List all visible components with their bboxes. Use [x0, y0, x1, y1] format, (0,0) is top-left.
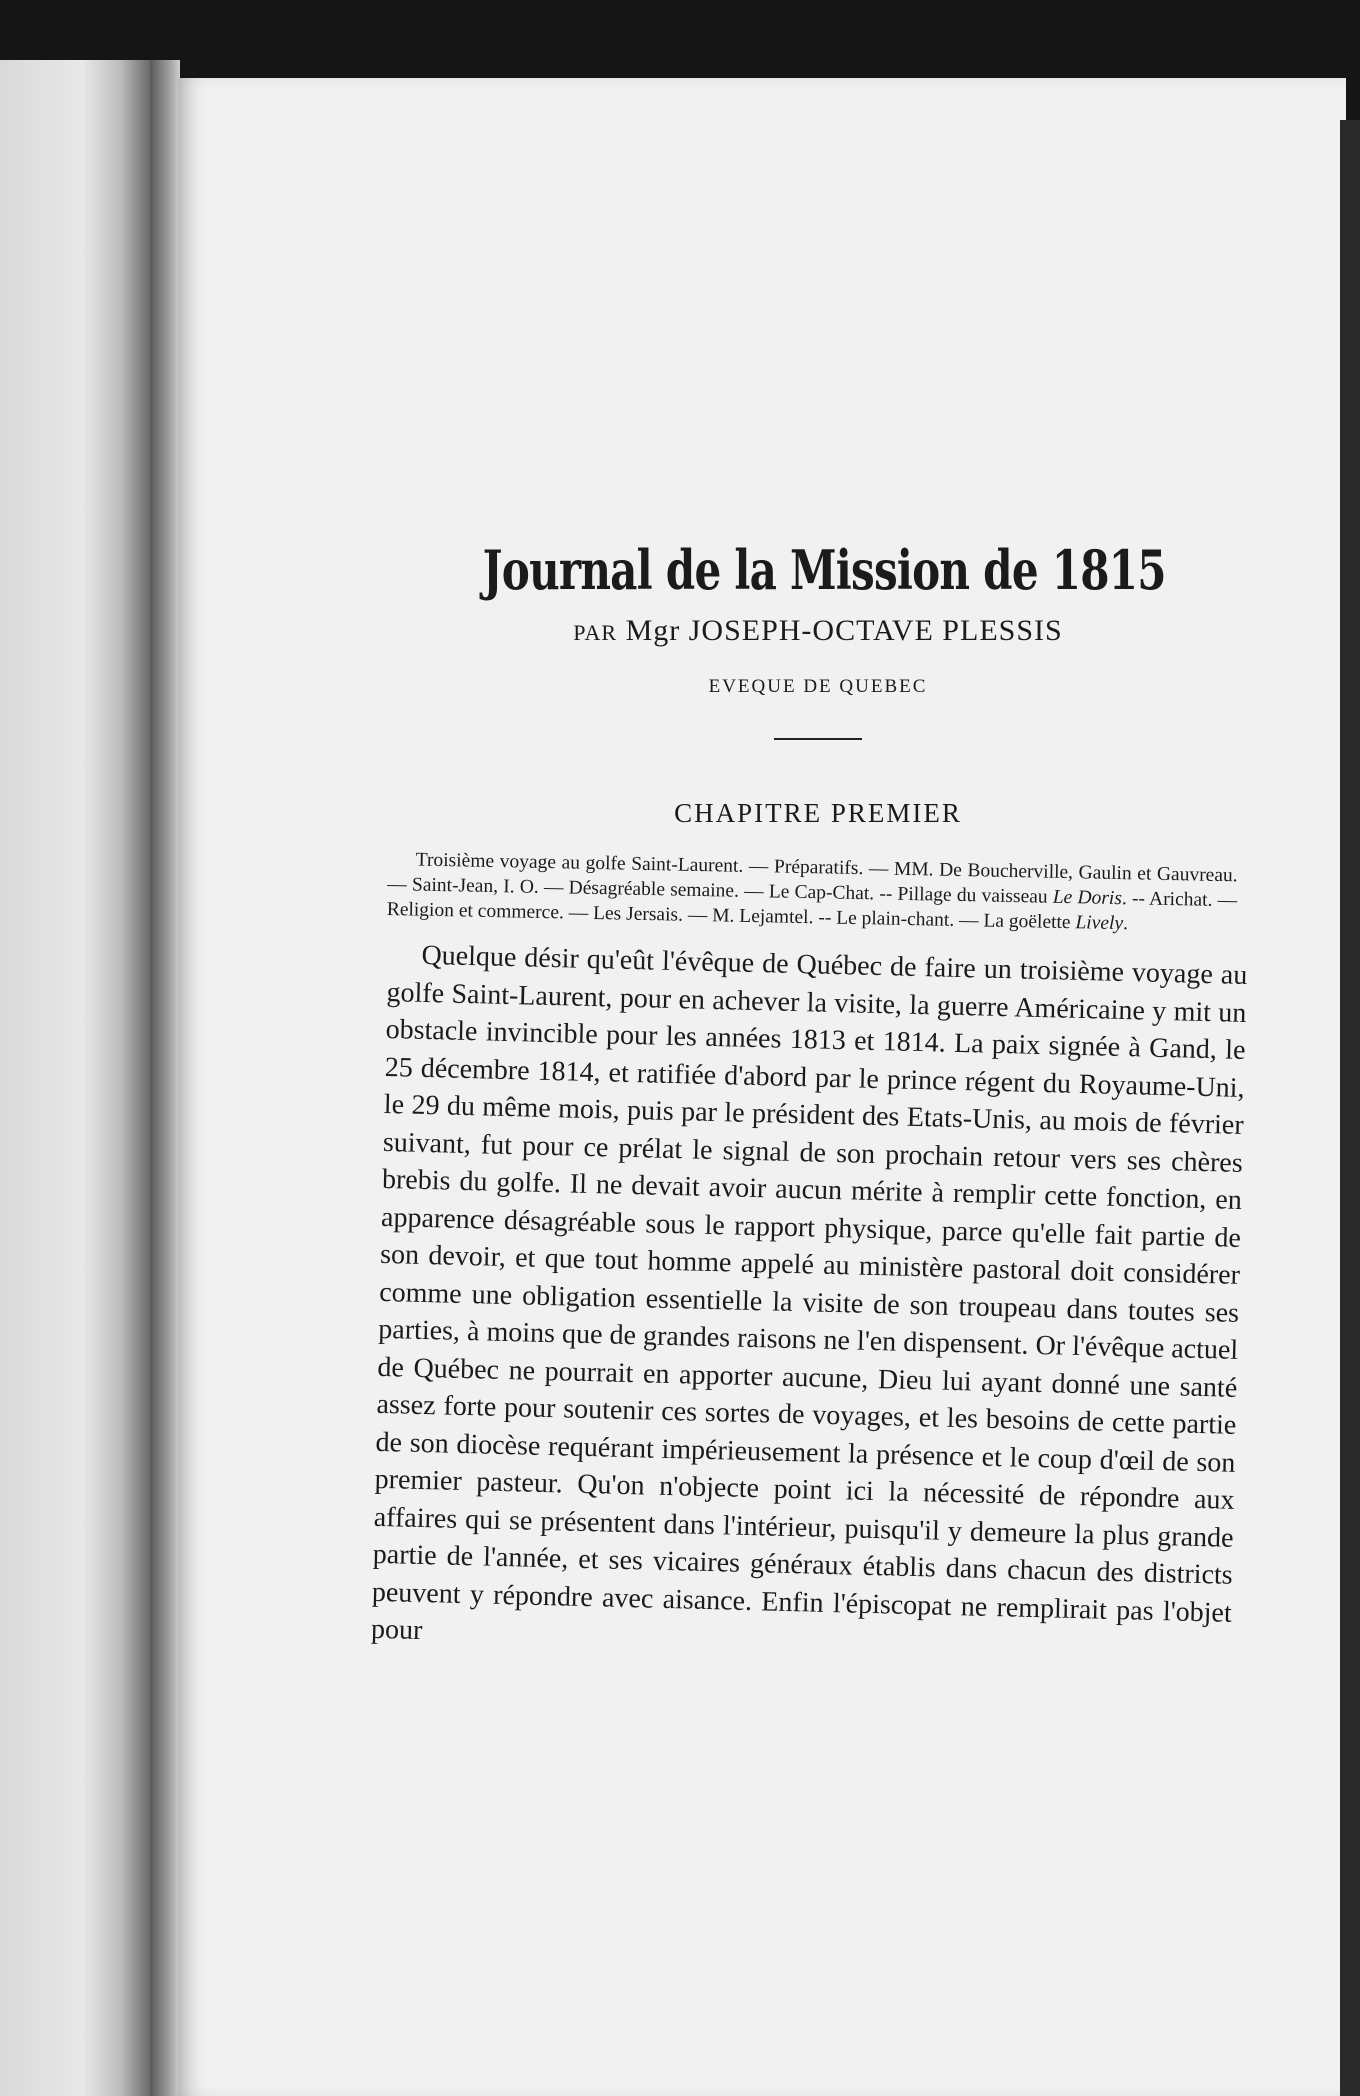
- page-title: Journal de la Mission de 1815: [482, 538, 1166, 602]
- left-page-edge: [0, 60, 150, 2096]
- byline-author: JOSEPH-OCTAVE PLESSIS: [688, 614, 1063, 647]
- byline-mgr: Mgr: [625, 614, 681, 647]
- page-content: [370, 538, 1248, 1649]
- right-dark-edge: [1340, 120, 1360, 2096]
- author-byline: [388, 614, 1248, 648]
- summary-ship-lively: Lively: [1075, 912, 1124, 935]
- author-title: EVEQUE DE QUEBEC: [708, 676, 928, 697]
- book-page: [178, 78, 1346, 2096]
- body-paragraph: Quelque désir qu'eût l'évêque de Québec de faire un troisième voyage au golfe Saint-Laurent, pour en achever la visite, la guerre Américaine y mit un obstacle invincible pour les années 1813 et 1814. La paix signée à Gand, le 25 décembre 1814, et ratifiée d'abord par le prince régent du Royaume-Uni, le 29 du même mois, puis par le président des Etats-Unis, au mois de février suivant, fut pour ce prélat le signal de son prochain retour vers ses chères brebis du golfe. Il ne devait avoir aucun mérite à remplir cette fonction, en apparence désagréable sous le rapport physique, parce qu'elle fait partie de son devoir, et que tout homme appelé au ministère pastoral doit considérer comme une obligation essentielle la visite de son troupeau dans toutes ses parties, à moins que de grandes raisons ne l'en dispensent. Or l'évêque actuel de Québec ne pourrait en apporter aucune, Dieu lui ayant donné une santé assez forte pour soutenir ces sortes de voyages, et les besoins de cette partie de son diocèse requérant impérieusement la présence et le coup d'œil de son premier pasteur. Qu'on n'objecte point ici la nécessité de répondre aux affaires qui se présentent dans l'intérieur, puisqu'il y demeure la plus grande partie de l'année, et ses vicaires généraux établis dans chacun des districts peuvent y répondre avec aisance. Enfin l'épiscopat ne remplirait pas l'objet pour: [370, 939, 1248, 1647]
- divider-rule: [774, 738, 862, 740]
- byline-par: PAR: [573, 620, 618, 645]
- summary-part-3: .: [1122, 913, 1129, 935]
- summary-ship-doris: Le Doris: [1052, 886, 1123, 910]
- summary-part-1: Troisième voyage au golfe Saint-Laurent. — Préparatifs. — MM. De Boucherville, Gaulin et Gauvreau. — Saint-Jean, I. O. — Désagréable semaine. — Le Cap-Chat. -- Pillage du vaisseau: [387, 849, 1238, 908]
- chapter-summary: [387, 847, 1238, 938]
- book-gutter: [150, 60, 180, 2096]
- summary-part-2: . -- Arichat. — Religion et commerce. — Les Jersais. — M. Lejamtel. -- Le plain-chant. — La goëlette: [386, 888, 1238, 934]
- chapter-heading: CHAPITRE PREMIER: [674, 798, 962, 828]
